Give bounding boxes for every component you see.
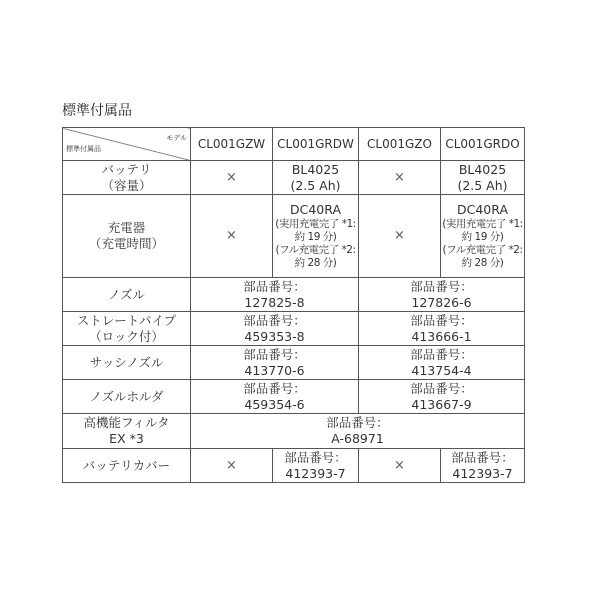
- part-label: 部品番号：: [410, 312, 473, 328]
- accessory-axis-label: 標準付属品: [66, 145, 101, 153]
- table-row-nozzle: [63, 278, 525, 312]
- part-label: 部品番号：: [451, 449, 514, 465]
- battery-cell: [273, 161, 359, 195]
- label-line: （ロック付）: [89, 328, 164, 344]
- part-number: 413754-4: [411, 362, 472, 378]
- part-cell: [359, 380, 525, 414]
- part-cell: [273, 449, 359, 483]
- part-label: 部品番号：: [243, 312, 306, 328]
- table-row-nozzle-holder: [63, 380, 525, 414]
- charge-note: (実用充電完了 *1:: [275, 218, 356, 230]
- row-label: [63, 414, 191, 449]
- charge-note: (フル充電完了 *2:: [442, 244, 523, 256]
- model-header: CL001GZW: [191, 128, 273, 161]
- not-included: ×: [359, 161, 441, 195]
- part-label: 部品番号：: [410, 380, 473, 396]
- model-axis-label: モデル: [166, 134, 187, 142]
- part-number: 127826-6: [411, 294, 472, 310]
- charger-cell: [441, 195, 525, 278]
- label-line: 充電器: [107, 220, 146, 235]
- header-row: [63, 128, 525, 161]
- part-label: 部品番号：: [243, 380, 306, 396]
- label-line: （充電時間）: [88, 236, 164, 251]
- label-line: EX *3: [109, 431, 144, 446]
- battery-capacity: (2.5 Ah): [457, 177, 508, 193]
- part-cell: [191, 312, 359, 346]
- part-cell: [359, 312, 525, 346]
- row-label: ノズル: [63, 278, 191, 312]
- charge-time: 約 28 分): [294, 257, 337, 269]
- not-included: ×: [191, 195, 273, 278]
- part-label: 部品番号：: [243, 278, 306, 294]
- part-cell: [191, 380, 359, 414]
- table-row-sash-nozzle: [63, 346, 525, 380]
- not-included: ×: [359, 449, 441, 483]
- row-label: サッシノズル: [63, 346, 191, 380]
- label-line: （容量）: [101, 177, 152, 193]
- part-number: 413667-9: [411, 396, 472, 412]
- row-label: [63, 312, 191, 346]
- corner-cell: [63, 128, 191, 161]
- part-number: 127825-8: [244, 294, 305, 310]
- accessories-table: [62, 127, 525, 483]
- label-line: 高機能フィルタ: [83, 415, 170, 430]
- table-row-battery: [63, 161, 525, 195]
- table-row-battery-cover: [63, 449, 525, 483]
- section-title: 標準付属品: [62, 103, 132, 119]
- row-label: ノズルホルダ: [63, 380, 191, 414]
- part-label: 部品番号：: [243, 346, 306, 362]
- charger-model: DC40RA: [290, 202, 341, 217]
- part-cell: [441, 449, 525, 483]
- part-label: 部品番号：: [326, 415, 389, 430]
- charge-note: (実用充電完了 *1:: [442, 218, 523, 230]
- charger-model: DC40RA: [457, 202, 508, 217]
- charge-time: 約 19 分): [294, 231, 337, 243]
- part-cell: [191, 278, 359, 312]
- part-label: 部品番号：: [284, 449, 347, 465]
- part-label: 部品番号：: [410, 278, 473, 294]
- model-header: CL001GZO: [359, 128, 441, 161]
- part-cell: [359, 278, 525, 312]
- part-number: A-68971: [331, 431, 384, 446]
- row-label: バッテリカバー: [63, 449, 191, 483]
- table-row-charger: [63, 195, 525, 278]
- row-label: [63, 161, 191, 195]
- part-label: 部品番号：: [410, 346, 473, 362]
- not-included: ×: [359, 195, 441, 278]
- model-header: CL001GRDO: [441, 128, 525, 161]
- charge-note: (フル充電完了 *2:: [275, 244, 356, 256]
- part-number: 412393-7: [285, 465, 346, 481]
- battery-model: BL4025: [291, 161, 340, 177]
- charge-time: 約 28 分): [461, 257, 504, 269]
- part-cell: [359, 346, 525, 380]
- not-included: ×: [191, 161, 273, 195]
- part-number: 412393-7: [452, 465, 513, 481]
- charger-cell: [273, 195, 359, 278]
- table-row-filter: [63, 414, 525, 449]
- part-number: 459354-6: [244, 396, 305, 412]
- battery-model: BL4025: [458, 161, 507, 177]
- part-cell: [191, 414, 525, 449]
- label-line: バッテリ: [101, 161, 152, 177]
- row-label: [63, 195, 191, 278]
- charge-time: 約 19 分): [461, 231, 504, 243]
- label-line: ストレートパイプ: [76, 312, 177, 328]
- battery-cell: [441, 161, 525, 195]
- part-number: 413770-6: [244, 362, 305, 378]
- part-number: 459353-8: [244, 328, 305, 344]
- part-cell: [191, 346, 359, 380]
- battery-capacity: (2.5 Ah): [290, 177, 341, 193]
- not-included: ×: [191, 449, 273, 483]
- part-number: 413666-1: [411, 328, 472, 344]
- table-row-pipe: [63, 312, 525, 346]
- model-header: CL001GRDW: [273, 128, 359, 161]
